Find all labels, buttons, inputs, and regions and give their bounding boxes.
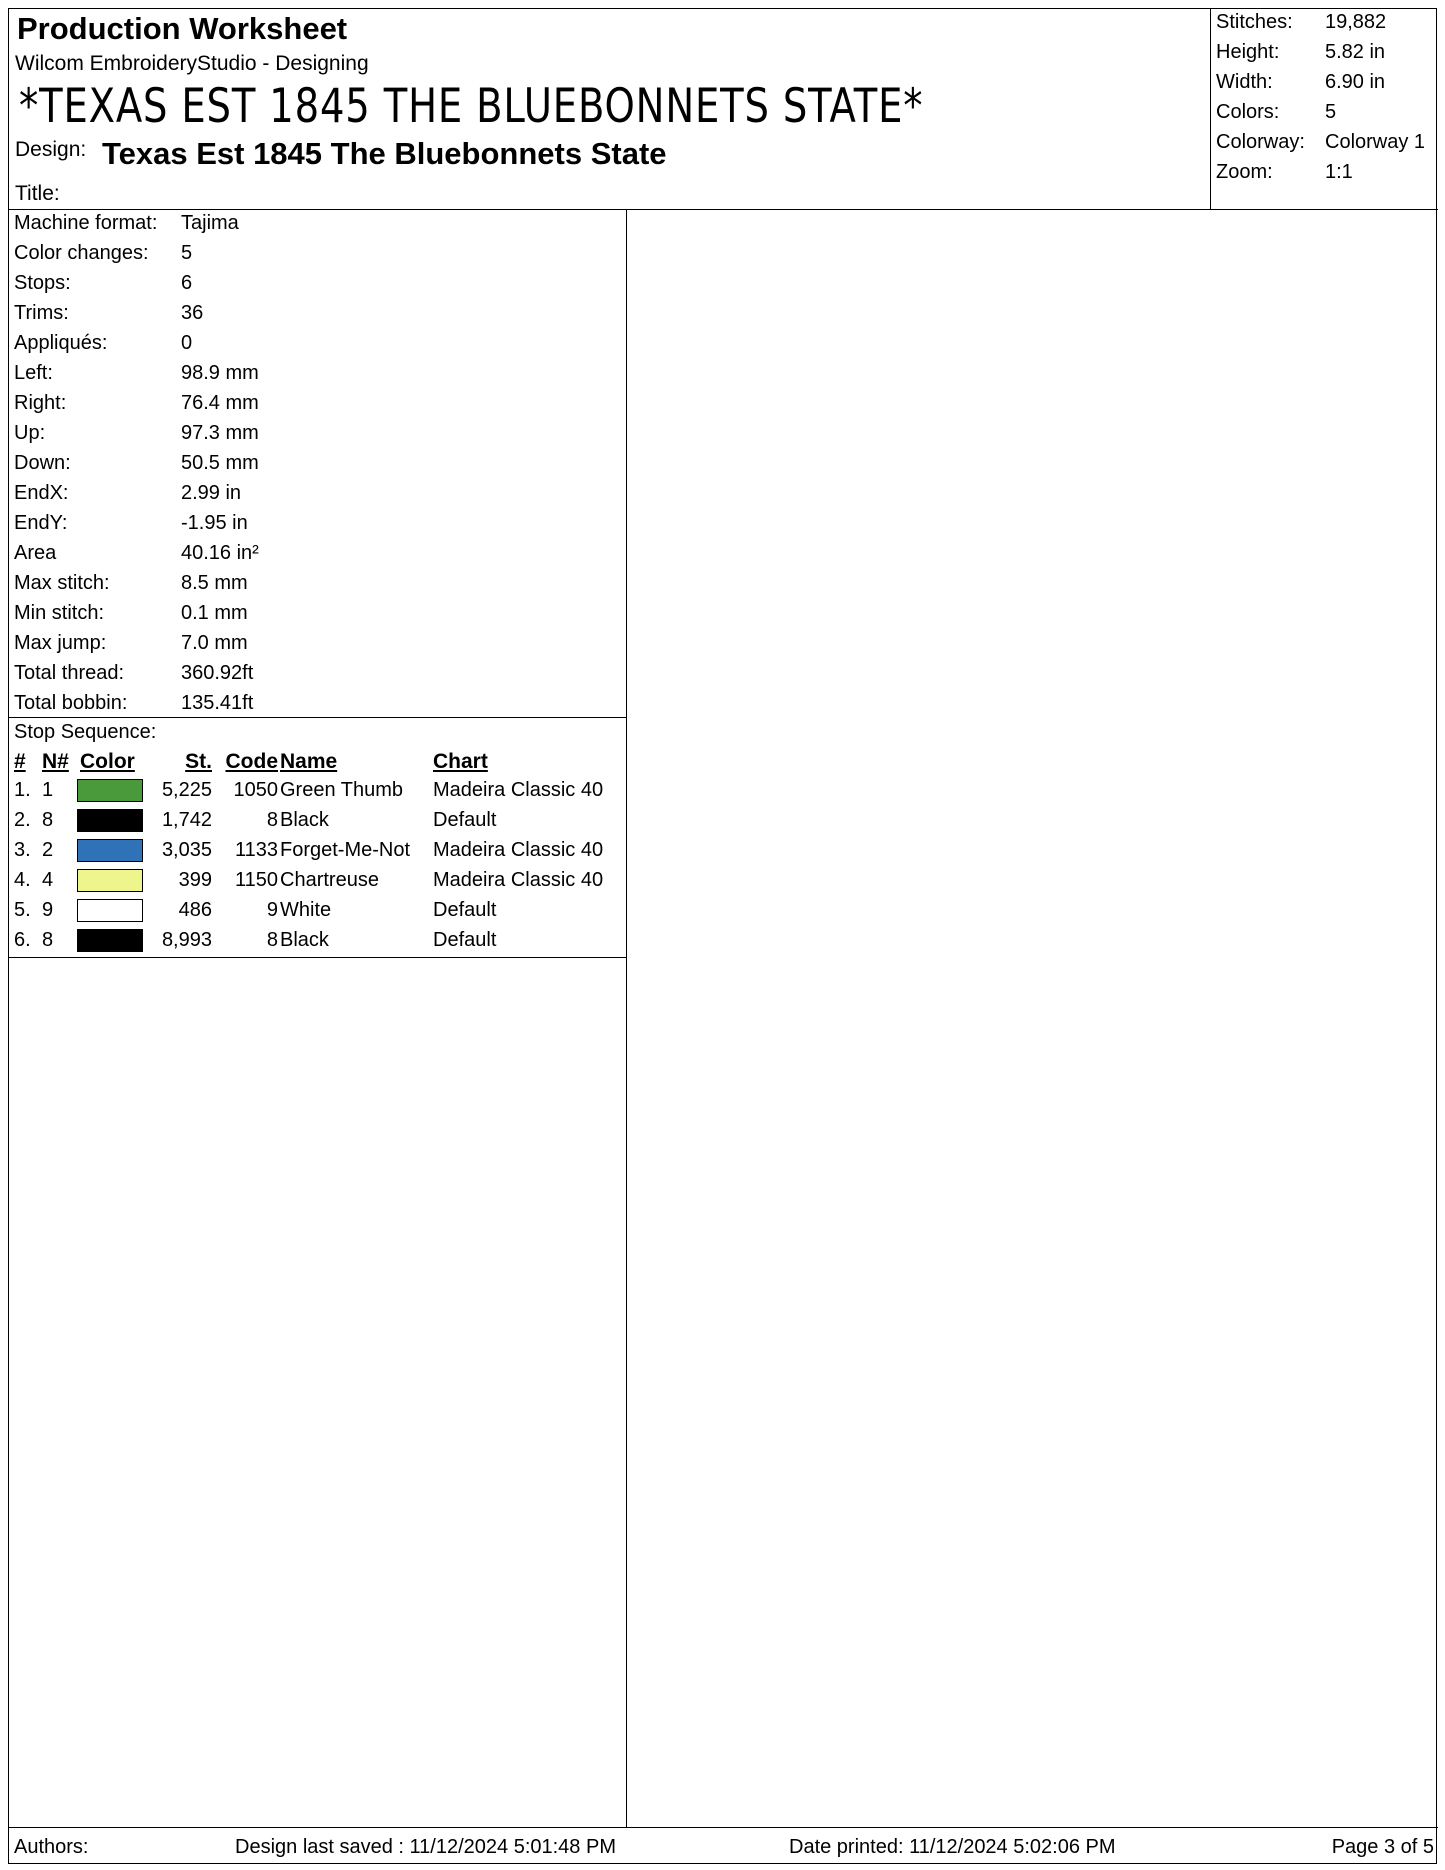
row-name: Forget-Me-Not [280, 839, 411, 861]
row-name: Black [280, 809, 329, 831]
property-label: Max stitch: [14, 572, 110, 594]
property-label: Trims: [14, 302, 69, 324]
column-header-needle: N# [42, 750, 69, 773]
design-label: Design: [15, 138, 87, 161]
property-label: Left: [14, 362, 53, 384]
property-label: Appliqués: [14, 332, 108, 354]
property-label: Total bobbin: [14, 692, 128, 714]
color-swatch [77, 809, 143, 832]
details-column [9, 210, 627, 1827]
property-label: EndX: [14, 482, 69, 504]
machine-properties [9, 210, 627, 718]
row-code: 9 [266, 899, 278, 921]
property-value: 97.3 mm [181, 422, 259, 444]
stop-sequence-title: Stop Sequence: [14, 721, 157, 743]
row-chart: Default [433, 809, 497, 831]
row-chart: Madeira Classic 40 [433, 779, 604, 801]
summary-value: 5.82 in [1325, 41, 1386, 63]
design-text: *TEXAS EST 1845 THE BLUEBONNETS STATE* [19, 79, 924, 134]
row-chart: Default [433, 899, 497, 921]
property-label: Down: [14, 452, 71, 474]
worksheet-header [9, 9, 1438, 210]
property-value: 7.0 mm [181, 632, 248, 654]
row-num: 6. [14, 929, 31, 951]
property-label: Up: [14, 422, 46, 444]
column-header-name: Name [280, 750, 338, 773]
row-stitches: 5,225 [161, 779, 212, 801]
summary-label: Colorway: [1216, 131, 1305, 153]
property-label: Right: [14, 392, 67, 414]
color-swatch [77, 839, 143, 862]
property-label: Stops: [14, 272, 71, 294]
summary-label: Stitches: [1216, 11, 1293, 33]
row-num: 5. [14, 899, 31, 921]
row-stitches: 486 [178, 899, 212, 921]
summary-label: Colors: [1216, 101, 1280, 123]
row-needle: 8 [42, 929, 54, 951]
row-name: White [280, 899, 332, 921]
row-code: 1050 [233, 779, 278, 801]
row-code: 8 [266, 929, 278, 951]
row-name: Green Thumb [280, 779, 404, 801]
row-num: 2. [14, 809, 31, 831]
color-swatch [77, 779, 143, 802]
summary-label: Width: [1216, 71, 1273, 93]
column-header-stitches: St. [185, 750, 212, 773]
row-stitches: 399 [178, 869, 212, 891]
property-value: 8.5 mm [181, 572, 248, 594]
property-value: 6 [181, 272, 193, 294]
property-value: 360.92ft [181, 662, 254, 684]
column-header-chart: Chart [433, 750, 488, 773]
worksheet-title: Production Worksheet [17, 11, 348, 46]
row-needle: 8 [42, 809, 54, 831]
property-value: 2.99 in [181, 482, 242, 504]
property-label: Max jump: [14, 632, 107, 654]
production-worksheet [8, 8, 1437, 1864]
date-printed: Date printed: 11/12/2024 5:02:06 PM [789, 1836, 1116, 1858]
row-num: 3. [14, 839, 31, 861]
summary-value: Colorway 1 [1325, 131, 1426, 153]
column-header-color: Color [80, 750, 135, 773]
row-num: 1. [14, 779, 31, 801]
stop-sequence-table [9, 718, 627, 958]
authors-label: Authors: [14, 1836, 89, 1858]
row-needle: 9 [42, 899, 54, 921]
summary-value: 5 [1325, 101, 1337, 123]
property-label: Total thread: [14, 662, 125, 684]
property-label: Machine format: [14, 212, 158, 234]
row-needle: 2 [42, 839, 54, 861]
row-name: Chartreuse [280, 869, 379, 891]
row-name: Black [280, 929, 329, 951]
row-code: 1150 [234, 869, 278, 891]
property-value: 76.4 mm [181, 392, 259, 414]
color-swatch [77, 899, 143, 922]
property-value: -1.95 in [181, 512, 248, 534]
design-last-saved: Design last saved : 11/12/2024 5:01:48 PM [235, 1836, 616, 1858]
summary-label: Zoom: [1216, 161, 1273, 183]
property-value: Tajima [181, 212, 239, 234]
summary-value: 1:1 [1325, 161, 1353, 183]
property-label: EndY: [14, 512, 68, 534]
page-number: Page 3 of 5 [1331, 1836, 1434, 1858]
row-stitches: 3,035 [161, 839, 212, 861]
row-chart: Default [433, 929, 497, 951]
row-code: 8 [266, 809, 278, 831]
row-stitches: 8,993 [161, 929, 212, 951]
property-value: 135.41ft [181, 692, 254, 714]
row-needle: 4 [42, 869, 54, 891]
color-swatch [77, 929, 143, 952]
property-value: 36 [181, 302, 204, 324]
property-label: Area [14, 542, 57, 564]
color-swatch [77, 869, 143, 892]
row-needle: 1 [42, 779, 54, 801]
property-value: 98.9 mm [181, 362, 259, 384]
summary-value: 6.90 in [1325, 71, 1386, 93]
row-stitches: 1,742 [161, 809, 212, 831]
property-value: 0 [181, 332, 193, 354]
software-subtitle: Wilcom EmbroideryStudio - Designing [15, 52, 369, 75]
property-value: 5 [181, 242, 193, 264]
property-label: Color changes: [14, 242, 149, 264]
property-label: Min stitch: [14, 602, 105, 624]
summary-panel [1210, 9, 1438, 210]
summary-value: 19,882 [1325, 11, 1387, 33]
column-header-num: # [14, 750, 26, 773]
row-chart: Madeira Classic 40 [433, 839, 604, 861]
property-value: 40.16 in² [181, 542, 259, 564]
row-chart: Madeira Classic 40 [433, 869, 604, 891]
row-num: 4. [14, 869, 31, 891]
worksheet-footer [9, 1827, 1438, 1865]
column-header-code: Code [225, 750, 278, 773]
title-label: Title: [15, 182, 60, 205]
design-name: Texas Est 1845 The Bluebonnets State [102, 136, 667, 171]
row-code: 1133 [234, 839, 278, 861]
property-value: 0.1 mm [181, 602, 248, 624]
property-value: 50.5 mm [181, 452, 259, 474]
summary-label: Height: [1216, 41, 1280, 63]
